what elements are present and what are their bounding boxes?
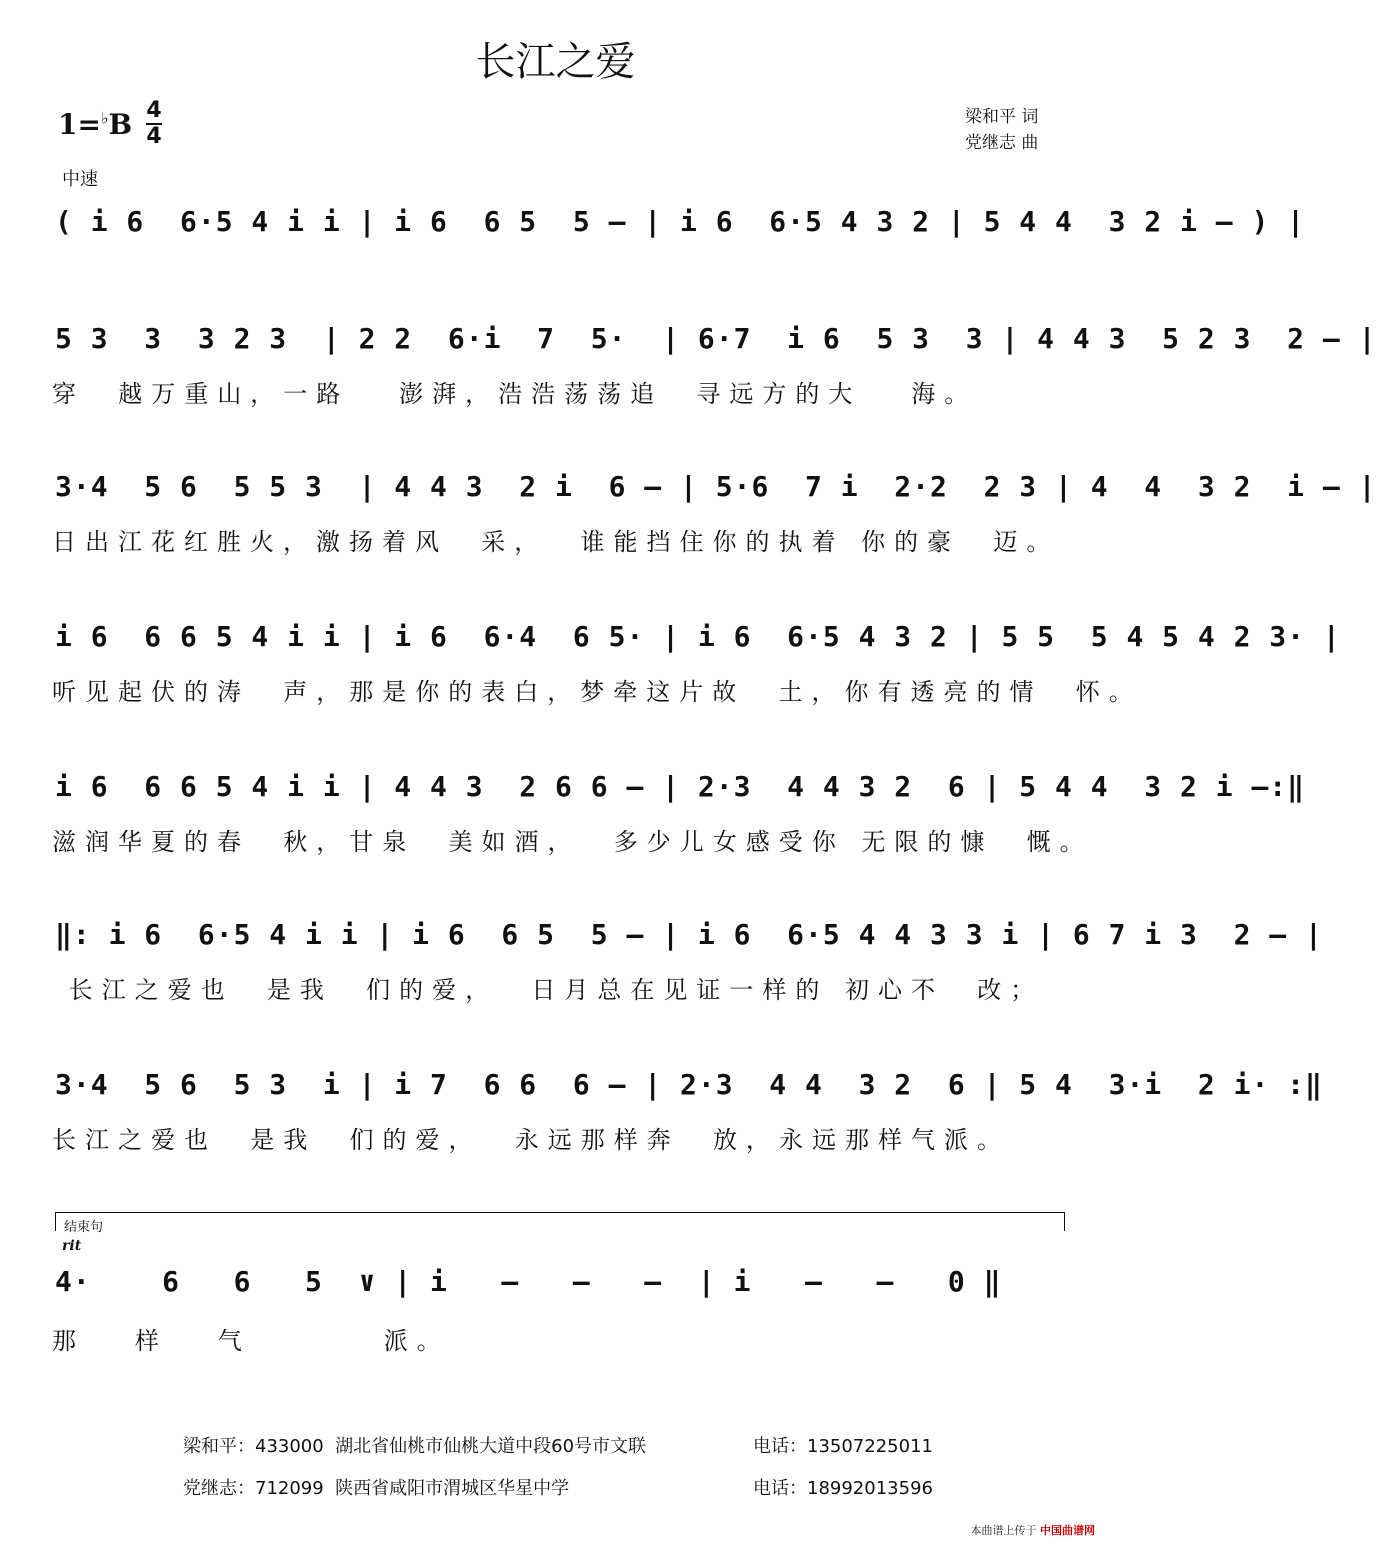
contact-lyricist-address: 梁和平：433000 湖北省仙桃市仙桃大道中段60号市文联 [183, 1436, 647, 1457]
notation-line-5: i 6 6 6 5 4 i i | 4 4 3 2 6 6 – | 2·3 4 4 3 2 6 | 5 4 4 3 2 i –:‖ [55, 770, 1306, 803]
footer-brand: 中国曲谱网 [1040, 1524, 1095, 1537]
ending-notation: 4· 6 6 5 ∨ | i – – – | i – – 0 ‖ [55, 1265, 1002, 1298]
composer: 党继志 曲 [965, 133, 1039, 153]
contact-composer-address: 党继志：712099 陕西省咸阳市渭城区华星中学 [183, 1478, 570, 1499]
lyrics-line-6: 长江之爱也 是我 们的爱， 日月总在见证一样的 初心不 改； [52, 976, 1044, 1004]
contact-lyricist [183, 1432, 933, 1458]
lyrics-line-5: 滋润华夏的春 秋，甘泉 美如酒， 多少儿女感受你 无限的慷 慨。 [52, 828, 1093, 856]
ending-bracket [55, 1212, 1065, 1231]
footer-text: 本曲谱上传于 [970, 1524, 1037, 1537]
ending-label: 结束句 [64, 1220, 104, 1235]
flat-sign: ♭ [100, 108, 109, 128]
notation-line-2: 5 3 3 3 2 3 | 2 2 6·i 7 5· | 6·7 i 6 5 3 3 | 4 4 3 5 2 3 2 – | [55, 322, 1376, 355]
meter-top: 4 [146, 98, 162, 123]
notation-line-4: i 6 6 6 5 4 i i | i 6 6·4 6 5· | i 6 6·5 4 3 2 | 5 5 5 4 5 4 2 3· | [55, 620, 1341, 653]
lyrics-line-7: 长江之爱也 是我 们的爱， 永远那样奔 放，永远那样气派。 [52, 1126, 1011, 1154]
notation-line-7: 3·4 5 6 5 3 i | i 7 6 6 6 – | 2·3 4 4 3 2 6 | 5 4 3·i 2 i· :‖ [55, 1068, 1323, 1101]
notation-line-3: 3·4 5 6 5 5 3 | 4 4 3 2 i 6 – | 5·6 7 i 2·2 2 3 | 4 4 3 2 i – | [55, 470, 1376, 503]
contact-composer [183, 1474, 933, 1500]
contact-lyricist-phone: 电话：13507225011 [753, 1436, 933, 1457]
key-signature [58, 108, 132, 141]
tempo-marking: 中速 [62, 169, 98, 190]
lyrics-line-2: 穿 越万重山，一路 澎湃，浩浩荡荡追 寻远方的大 海。 [52, 380, 978, 408]
time-signature [146, 100, 162, 148]
lyricist: 梁和平 词 [965, 107, 1039, 127]
key-note: B [108, 108, 133, 141]
ritardando-mark: rit [62, 1238, 82, 1254]
contact-composer-phone: 电话：18992013596 [753, 1478, 933, 1499]
song-title: 长江之爱 [475, 39, 636, 85]
ending-lyrics: 那 样 气 派。 [52, 1327, 450, 1355]
lyrics-line-3: 日出江花红胜火，激扬着风 采， 谁能挡住你的执着 你的豪 迈。 [52, 528, 1060, 556]
notation-line-6: ‖: i 6 6·5 4 i i | i 6 6 5 5 – | i 6 6·5 4 4 3 3 i | 6 7 i 3 2 – | [55, 918, 1323, 951]
credits [965, 104, 1038, 156]
key-label: 1= [58, 108, 101, 141]
lyrics-line-4: 听见起伏的涛 声，那是你的表白，梦牵这片故 土，你有透亮的情 怀。 [52, 678, 1142, 706]
notation-line-1: ( i 6 6·5 4 i i | i 6 6 5 5 – | i 6 6·5 4 3 2 | 5 4 4 3 2 i – ) | [55, 205, 1306, 238]
footer-watermark [0, 1522, 1095, 1538]
meter-bottom: 4 [146, 124, 162, 149]
